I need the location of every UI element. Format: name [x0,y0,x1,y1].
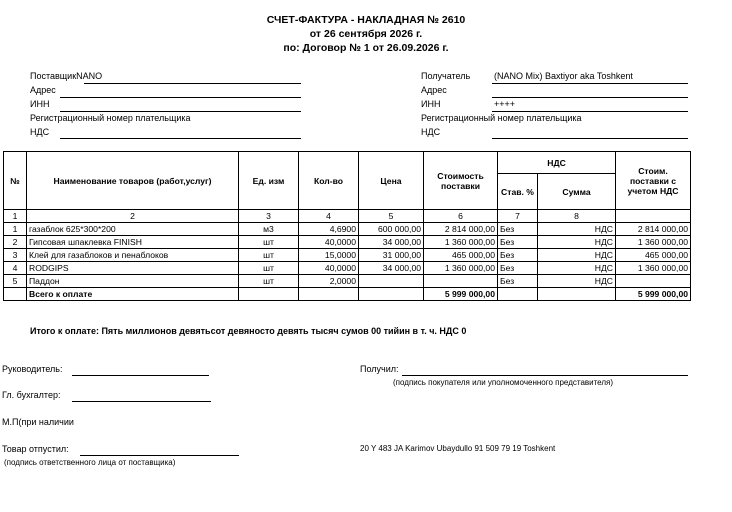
cell-no: 5 [4,275,27,288]
document-date: от 26 сентября 2026 г. [309,28,423,40]
cell-unit: м3 [239,223,299,236]
cell-cost [424,275,498,288]
cell-total: 1 360 000,00 [616,236,691,249]
header-vat-group: НДС [498,152,616,174]
cell-qty: 40,0000 [299,236,359,249]
col-number: 2 [27,210,239,223]
released-label: Товар отпустил: [2,444,69,454]
col-number: 3 [239,210,299,223]
supplier-inn-label: ИНН [30,99,50,109]
total-blank [239,288,299,301]
header-cost: Стоимость поставки [424,152,498,210]
cell-vat-sum: НДС [538,249,616,262]
header-vat-rate: Став. % [498,174,538,210]
cell-price: 31 000,00 [359,249,424,262]
total-blank [538,288,616,301]
recipient-address-line [492,97,688,98]
recipient-inn-label: ИНН [421,99,441,109]
supplier-nds-line [60,138,301,139]
header-unit: Ед. изм [239,152,299,210]
cell-no: 3 [4,249,27,262]
invoice-table [3,151,691,301]
total-blank [299,288,359,301]
recipient-inn-value: ++++ [494,99,516,109]
total-blank [359,288,424,301]
table-row [4,249,691,262]
cell-vat-rate: Без [498,262,538,275]
payment-summary: Итого к оплате: Пять миллионов девятьсот девяносто девять тысяч сумов 00 тийин в т. ч. НДС 0 [30,326,467,336]
cell-no: 4 [4,262,27,275]
col-number [616,210,691,223]
total-cost: 5 999 000,00 [424,288,498,301]
cell-vat-sum: НДС [538,275,616,288]
col-number: 8 [538,210,616,223]
total-label: Всего к оплате [27,288,239,301]
received-line [402,375,688,376]
cell-cost: 1 360 000,00 [424,236,498,249]
cell-no: 2 [4,236,27,249]
cell-vat-rate: Без [498,236,538,249]
cell-total [616,275,691,288]
total-row [4,288,691,301]
cell-name: Клей для газаблоков и пенаблоков [27,249,239,262]
col-number: 7 [498,210,538,223]
director-line [72,375,209,376]
col-number: 6 [424,210,498,223]
accountant-label: Гл. бухгалтер: [2,390,61,400]
document-title: СЧЕТ-ФАКТУРА - НАКЛАДНАЯ № 2610 [266,14,466,26]
col-number: 1 [4,210,27,223]
cell-price: 34 000,00 [359,262,424,275]
header-total: Стоим. поставки с учетом НДС [616,152,691,210]
supplier-value: NANO [76,71,103,81]
cell-vat-sum: НДС [538,262,616,275]
cell-name: Паддон [27,275,239,288]
released-note: (подпись ответственного лица от поставщика) [4,458,176,467]
cell-qty: 15,0000 [299,249,359,262]
header-price: Цена [359,152,424,210]
driver-info: 20 Y 483 JA Karimov Ubaydullo 91 509 79 19 Toshkent [360,444,556,453]
cell-unit: шт [239,275,299,288]
cell-unit: шт [239,236,299,249]
supplier-row [30,71,102,81]
recipient-label: Получатель [421,71,471,81]
cell-vat-rate: Без [498,275,538,288]
recipient-nds-label: НДС [421,127,441,137]
cell-vat-rate: Без [498,223,538,236]
recipient-nds-line [492,138,688,139]
cell-qty: 4,6900 [299,223,359,236]
total-blank [498,288,538,301]
col-number: 4 [299,210,359,223]
document-contract: по: Договор № 1 от 26.09.2026 г. [283,42,449,54]
accountant-line [72,401,211,402]
cell-qty: 40,0000 [299,262,359,275]
header-vat-sum: Сумма [538,174,616,210]
received-note: (подпись покупателя или уполномоченного представителя) [393,378,614,387]
cell-price [359,275,424,288]
header-name: Наименование товаров (работ,услуг) [27,152,239,210]
released-line [80,455,239,456]
cell-price: 600 000,00 [359,223,424,236]
cell-total: 1 360 000,00 [616,262,691,275]
recipient-inn-line [492,111,688,112]
cell-qty: 2,0000 [299,275,359,288]
recipient-address-label: Адрес [421,85,447,95]
cell-no: 1 [4,223,27,236]
stamp-label: М.П(при наличии [2,417,74,427]
header-no: № [4,152,27,210]
recipient-reg-label: Регистрационный номер плательщика [421,113,582,123]
supplier-address-line [60,97,301,98]
supplier-inn-line [60,111,301,112]
director-label: Руководитель: [2,364,63,374]
supplier-nds-label: НДС [30,127,50,137]
cell-name: RODGIPS [27,262,239,275]
cell-total: 465 000,00 [616,249,691,262]
cell-vat-sum: НДС [538,223,616,236]
cell-vat-rate: Без [498,249,538,262]
total-blank [4,288,27,301]
table-row [4,236,691,249]
table-row [4,275,691,288]
supplier-label: Поставщик [30,71,77,81]
cell-unit: шт [239,262,299,275]
cell-name: газаблок 625*300*200 [27,223,239,236]
cell-total: 2 814 000,00 [616,223,691,236]
total-with-vat: 5 999 000,00 [616,288,691,301]
header-qty: Кол-во [299,152,359,210]
cell-cost: 465 000,00 [424,249,498,262]
cell-name: Гипсовая шпаклевка FINISH [27,236,239,249]
cell-price: 34 000,00 [359,236,424,249]
supplier-reg-label: Регистрационный номер плательщика [30,113,191,123]
table-row [4,223,691,236]
supplier-address-label: Адрес [30,85,56,95]
recipient-value: (NANO Mix) Baxtiyor aka Toshkent [494,71,633,81]
recipient-underline [492,83,688,84]
cell-unit: шт [239,249,299,262]
cell-cost: 1 360 000,00 [424,262,498,275]
supplier-underline [84,83,301,84]
received-label: Получил: [360,364,399,374]
cell-cost: 2 814 000,00 [424,223,498,236]
cell-vat-sum: НДС [538,236,616,249]
table-row [4,262,691,275]
col-number: 5 [359,210,424,223]
